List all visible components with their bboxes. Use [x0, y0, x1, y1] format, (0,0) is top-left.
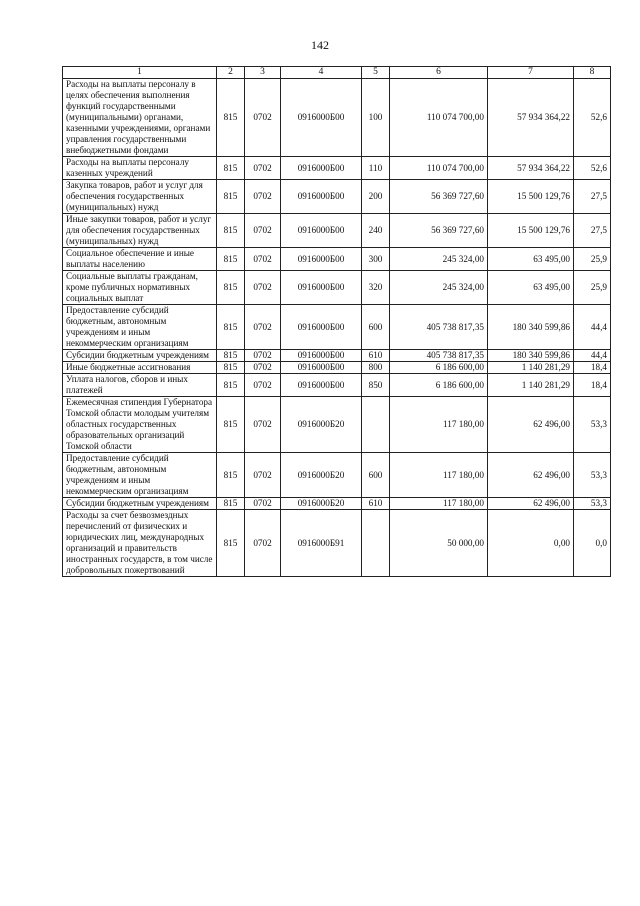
expense-type: [362, 397, 390, 453]
table-row: [63, 214, 611, 248]
target-article: 0916000Б00: [281, 248, 362, 271]
section-code: 0702: [245, 271, 281, 305]
section-code: 0702: [245, 248, 281, 271]
row-name: Социальные выплаты гражданам, кроме публичных нормативных социальных выплат: [63, 271, 217, 305]
grbs-code: 815: [217, 214, 245, 248]
grbs-code: 815: [217, 362, 245, 374]
plan-amount: 56 369 727,60: [390, 214, 488, 248]
execution-percent: 25,9: [574, 248, 611, 271]
row-name: Ежемесячная стипендия Губернатора Томской области молодым учителям областных государственных образовательных организаций Томской области: [63, 397, 217, 453]
row-name: Расходы на выплаты персоналу казенных учреждений: [63, 157, 217, 180]
expense-type: 600: [362, 305, 390, 350]
actual-amount: 15 500 129,76: [488, 214, 574, 248]
plan-amount: 117 180,00: [390, 453, 488, 498]
page-number: 142: [311, 38, 329, 52]
column-header: 1: [63, 67, 217, 79]
expense-type: 110: [362, 157, 390, 180]
target-article: 0916000Б00: [281, 374, 362, 397]
budget-table: [62, 66, 611, 577]
table-row: [63, 362, 611, 374]
row-name: Предоставление субсидий бюджетным, автономным учреждениям и иным некоммерческим организациям: [63, 453, 217, 498]
section-code: 0702: [245, 498, 281, 510]
column-header: 6: [390, 67, 488, 79]
grbs-code: 815: [217, 157, 245, 180]
plan-amount: 245 324,00: [390, 271, 488, 305]
table-row: [63, 498, 611, 510]
table-row: [63, 397, 611, 453]
expense-type: 610: [362, 350, 390, 362]
section-code: 0702: [245, 362, 281, 374]
column-header: 8: [574, 67, 611, 79]
actual-amount: 1 140 281,29: [488, 362, 574, 374]
expense-type: 600: [362, 453, 390, 498]
target-article: 0916000Б00: [281, 214, 362, 248]
column-header: 4: [281, 67, 362, 79]
target-article: 0916000Б00: [281, 350, 362, 362]
grbs-code: 815: [217, 498, 245, 510]
target-article: 0916000Б00: [281, 305, 362, 350]
grbs-code: 815: [217, 453, 245, 498]
execution-percent: 52,6: [574, 79, 611, 157]
row-name: Предоставление субсидий бюджетным, автономным учреждениям и иным некоммерческим организациям: [63, 305, 217, 350]
expense-type: 610: [362, 498, 390, 510]
actual-amount: 1 140 281,29: [488, 374, 574, 397]
row-name: Социальное обеспечение и иные выплаты населению: [63, 248, 217, 271]
table-row: [63, 180, 611, 214]
actual-amount: 57 934 364,22: [488, 157, 574, 180]
execution-percent: 0,0: [574, 510, 611, 577]
plan-amount: 6 186 600,00: [390, 362, 488, 374]
plan-amount: 405 738 817,35: [390, 350, 488, 362]
actual-amount: 0,00: [488, 510, 574, 577]
plan-amount: 405 738 817,35: [390, 305, 488, 350]
table-row: [63, 248, 611, 271]
expense-type: 850: [362, 374, 390, 397]
row-name: Расходы на выплаты персоналу в целях обеспечения выполнения функций государственными (муниципальными) органами, казенными учреждениями, органами управления государственными внебюджетными фондами: [63, 79, 217, 157]
table-row: [63, 157, 611, 180]
table-row: [63, 453, 611, 498]
column-header: 2: [217, 67, 245, 79]
section-code: 0702: [245, 79, 281, 157]
section-code: 0702: [245, 374, 281, 397]
actual-amount: 180 340 599,86: [488, 305, 574, 350]
execution-percent: 27,5: [574, 180, 611, 214]
grbs-code: 815: [217, 510, 245, 577]
table-row: [63, 374, 611, 397]
target-article: 0916000Б20: [281, 397, 362, 453]
section-code: 0702: [245, 214, 281, 248]
plan-amount: 117 180,00: [390, 397, 488, 453]
column-header: 3: [245, 67, 281, 79]
expense-type: 240: [362, 214, 390, 248]
row-name: Уплата налогов, сборов и иных платежей: [63, 374, 217, 397]
table-row: [63, 79, 611, 157]
execution-percent: 18,4: [574, 362, 611, 374]
row-name: Субсидии бюджетным учреждениям: [63, 350, 217, 362]
actual-amount: 63 495,00: [488, 248, 574, 271]
execution-percent: 53,3: [574, 397, 611, 453]
target-article: 0916000Б00: [281, 79, 362, 157]
section-code: 0702: [245, 510, 281, 577]
column-header: 7: [488, 67, 574, 79]
execution-percent: 44,4: [574, 305, 611, 350]
grbs-code: 815: [217, 271, 245, 305]
target-article: 0916000Б20: [281, 453, 362, 498]
table-row: [63, 350, 611, 362]
target-article: 0916000Б00: [281, 362, 362, 374]
section-code: 0702: [245, 157, 281, 180]
grbs-code: 815: [217, 374, 245, 397]
grbs-code: 815: [217, 248, 245, 271]
actual-amount: 57 934 364,22: [488, 79, 574, 157]
table-row: [63, 271, 611, 305]
table-row: [63, 305, 611, 350]
execution-percent: 53,3: [574, 498, 611, 510]
execution-percent: 53,3: [574, 453, 611, 498]
section-code: 0702: [245, 397, 281, 453]
plan-amount: 117 180,00: [390, 498, 488, 510]
expense-type: 320: [362, 271, 390, 305]
execution-percent: 52,6: [574, 157, 611, 180]
plan-amount: 110 074 700,00: [390, 157, 488, 180]
grbs-code: 815: [217, 305, 245, 350]
actual-amount: 15 500 129,76: [488, 180, 574, 214]
row-name: Иные бюджетные ассигнования: [63, 362, 217, 374]
row-name: Расходы за счет безвозмездных перечислений от физических и юридических лиц, международных организаций и правительств иностранных государств, в том числе добровольных пожертвований: [63, 510, 217, 577]
section-code: 0702: [245, 453, 281, 498]
target-article: 0916000Б20: [281, 498, 362, 510]
section-code: 0702: [245, 350, 281, 362]
actual-amount: 62 496,00: [488, 397, 574, 453]
column-number-row: [63, 67, 611, 79]
grbs-code: 815: [217, 180, 245, 214]
row-name: Закупка товаров, работ и услуг для обеспечения государственных (муниципальных) нужд: [63, 180, 217, 214]
plan-amount: 6 186 600,00: [390, 374, 488, 397]
target-article: 0916000Б00: [281, 157, 362, 180]
actual-amount: 63 495,00: [488, 271, 574, 305]
row-name: Субсидии бюджетным учреждениям: [63, 498, 217, 510]
expense-type: 100: [362, 79, 390, 157]
expense-type: 200: [362, 180, 390, 214]
actual-amount: 62 496,00: [488, 498, 574, 510]
plan-amount: 245 324,00: [390, 248, 488, 271]
grbs-code: 815: [217, 79, 245, 157]
execution-percent: 18,4: [574, 374, 611, 397]
plan-amount: 56 369 727,60: [390, 180, 488, 214]
grbs-code: 815: [217, 397, 245, 453]
plan-amount: 50 000,00: [390, 510, 488, 577]
column-header: 5: [362, 67, 390, 79]
target-article: 0916000Б00: [281, 271, 362, 305]
plan-amount: 110 074 700,00: [390, 79, 488, 157]
section-code: 0702: [245, 305, 281, 350]
target-article: 0916000Б91: [281, 510, 362, 577]
row-name: Иные закупки товаров, работ и услуг для обеспечения государственных (муниципальных) нужд: [63, 214, 217, 248]
actual-amount: 180 340 599,86: [488, 350, 574, 362]
execution-percent: 25,9: [574, 271, 611, 305]
actual-amount: 62 496,00: [488, 453, 574, 498]
grbs-code: 815: [217, 350, 245, 362]
execution-percent: 44,4: [574, 350, 611, 362]
execution-percent: 27,5: [574, 214, 611, 248]
table-row: [63, 510, 611, 577]
expense-type: 300: [362, 248, 390, 271]
expense-type: 800: [362, 362, 390, 374]
section-code: 0702: [245, 180, 281, 214]
expense-type: [362, 510, 390, 577]
target-article: 0916000Б00: [281, 180, 362, 214]
